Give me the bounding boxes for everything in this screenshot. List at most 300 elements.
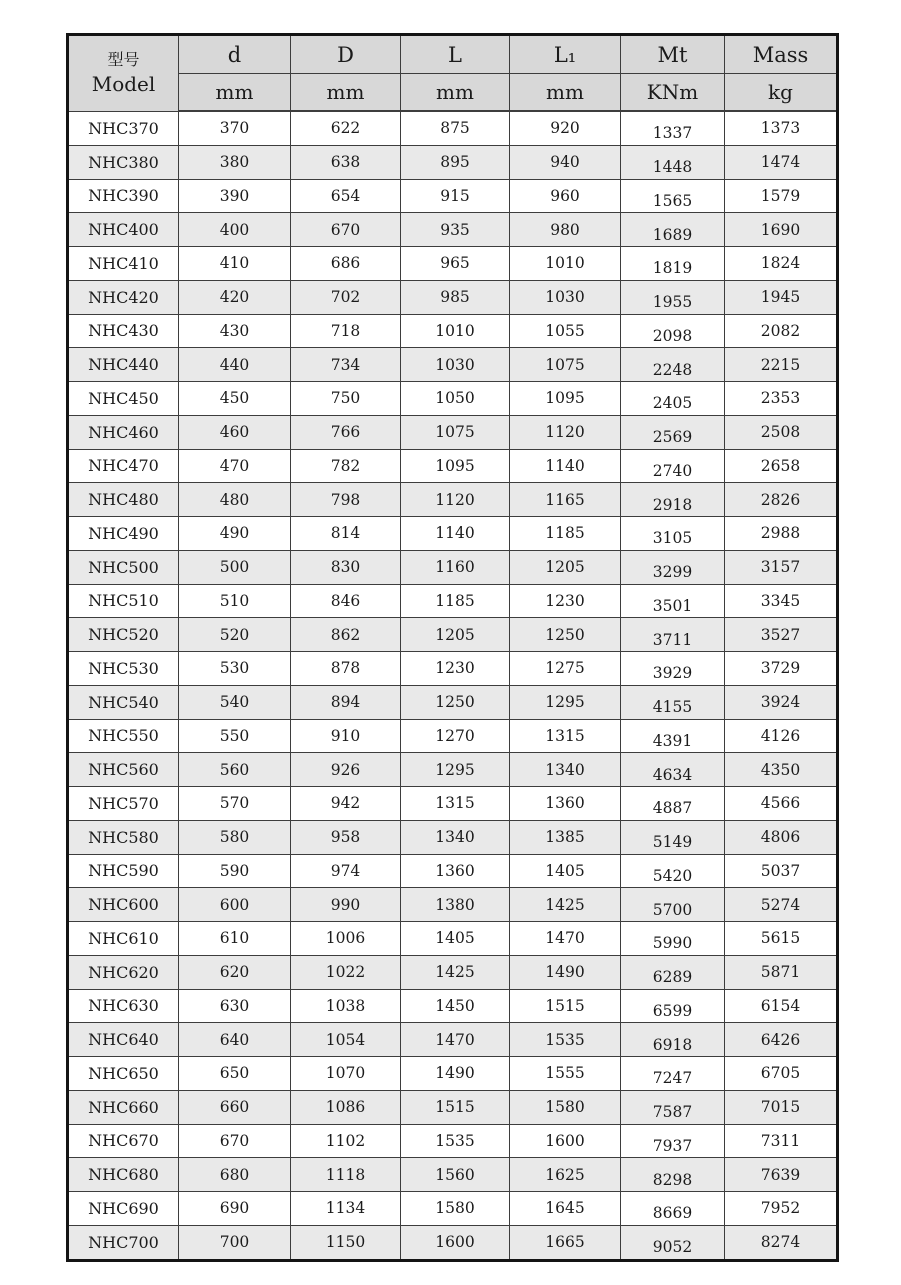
- cell-text: 1490: [545, 963, 585, 982]
- value-cell: [291, 213, 401, 247]
- value-cell: [621, 685, 725, 719]
- value-cell: [291, 888, 401, 922]
- table-row: [68, 955, 838, 989]
- cell-text: NHC380: [88, 152, 159, 172]
- cell-text: 5420: [652, 866, 693, 885]
- value-cell: [401, 1124, 510, 1158]
- value-cell: [621, 111, 725, 145]
- cell-text: 1945: [760, 288, 801, 307]
- value-cell: [725, 1225, 838, 1260]
- cell-text: 390: [219, 186, 250, 205]
- cell-text: 5037: [760, 861, 801, 880]
- value-cell: [291, 584, 401, 618]
- value-cell: [621, 652, 725, 686]
- value-cell: [621, 922, 725, 956]
- value-cell: [621, 348, 725, 382]
- cell-text: 1560: [435, 1165, 475, 1184]
- value-cell: [291, 989, 401, 1023]
- cell-text: NHC570: [88, 793, 159, 813]
- value-cell: [401, 787, 510, 821]
- cell-text: 2740: [652, 461, 693, 480]
- value-cell: [291, 652, 401, 686]
- value-cell: [725, 111, 838, 145]
- cell-text: 1038: [325, 996, 366, 1015]
- cell-text: 5871: [760, 963, 801, 982]
- cell-text: 830: [330, 558, 361, 577]
- cell-text: 985: [440, 288, 470, 307]
- cell-text: 4887: [652, 799, 693, 818]
- value-cell: [725, 179, 838, 213]
- cell-text: 935: [440, 220, 470, 239]
- value-cell: [291, 382, 401, 416]
- cell-text: 3345: [760, 591, 801, 610]
- value-cell: [291, 685, 401, 719]
- value-cell: [179, 1158, 291, 1192]
- cell-text: 1134: [325, 1199, 366, 1218]
- value-cell: [291, 145, 401, 179]
- col-header-Mass: Mass: [725, 35, 838, 74]
- cell-text: NHC460: [88, 422, 159, 442]
- cell-text: 1450: [435, 996, 475, 1015]
- value-cell: [401, 584, 510, 618]
- table-row: [68, 280, 838, 314]
- value-cell: [401, 213, 510, 247]
- value-cell: [510, 550, 621, 584]
- value-cell: [510, 179, 621, 213]
- cell-text: 380: [219, 153, 250, 172]
- cell-text: 650: [219, 1064, 250, 1083]
- value-cell: [179, 1057, 291, 1091]
- value-cell: [179, 1192, 291, 1226]
- value-cell: [401, 1023, 510, 1057]
- value-cell: [291, 1192, 401, 1226]
- value-cell: [725, 449, 838, 483]
- cell-text: 620: [219, 963, 250, 982]
- value-cell: [291, 247, 401, 281]
- value-cell: [179, 145, 291, 179]
- table-row: [68, 753, 838, 787]
- cell-text: 5615: [760, 929, 801, 948]
- model-header-label-en: Model: [91, 71, 156, 96]
- value-cell: [510, 1124, 621, 1158]
- value-cell: [401, 179, 510, 213]
- model-cell: [68, 618, 179, 652]
- table-row: [68, 719, 838, 753]
- cell-text: NHC510: [88, 591, 159, 611]
- value-cell: [510, 1192, 621, 1226]
- table-row: [68, 415, 838, 449]
- cell-text: 370: [219, 119, 250, 138]
- value-cell: [179, 989, 291, 1023]
- value-cell: [291, 348, 401, 382]
- value-cell: [179, 449, 291, 483]
- cell-text: 750: [330, 389, 361, 408]
- model-cell: [68, 247, 179, 281]
- cell-text: 1030: [545, 288, 585, 307]
- cell-text: 3924: [760, 693, 801, 712]
- table-row: [68, 820, 838, 854]
- cell-text: 4126: [760, 726, 801, 745]
- value-cell: [401, 955, 510, 989]
- cell-text: 1580: [545, 1098, 585, 1117]
- value-cell: [621, 1090, 725, 1124]
- cell-text: 1120: [545, 423, 585, 442]
- value-cell: [291, 922, 401, 956]
- table-row: [68, 314, 838, 348]
- cell-text: NHC580: [88, 827, 159, 847]
- cell-text: 7952: [760, 1199, 801, 1218]
- value-cell: [725, 382, 838, 416]
- cell-text: NHC560: [88, 760, 159, 780]
- cell-text: 1275: [545, 659, 585, 678]
- cell-text: NHC450: [88, 388, 159, 408]
- cell-text: 846: [330, 591, 361, 610]
- cell-text: 5990: [652, 934, 693, 953]
- cell-text: 1579: [760, 186, 801, 205]
- cell-text: 3501: [652, 596, 693, 615]
- value-cell: [725, 1057, 838, 1091]
- cell-text: 1140: [545, 456, 585, 475]
- cell-text: 942: [330, 794, 361, 813]
- cell-text: NHC430: [88, 321, 159, 341]
- cell-text: 3929: [652, 664, 693, 683]
- value-cell: [510, 922, 621, 956]
- cell-text: 1645: [545, 1199, 585, 1218]
- value-cell: [510, 854, 621, 888]
- cell-text: 8274: [760, 1233, 801, 1252]
- value-cell: [621, 382, 725, 416]
- cell-text: 1315: [435, 794, 475, 813]
- cell-text: 670: [330, 220, 361, 239]
- cell-text: 638: [330, 153, 361, 172]
- cell-text: 7639: [760, 1165, 801, 1184]
- value-cell: [510, 145, 621, 179]
- cell-text: 2098: [652, 326, 693, 345]
- value-cell: [401, 449, 510, 483]
- value-cell: [725, 719, 838, 753]
- model-cell: [68, 213, 179, 247]
- cell-text: 926: [330, 760, 361, 779]
- value-cell: [401, 922, 510, 956]
- cell-text: NHC690: [88, 1198, 159, 1218]
- cell-text: 2405: [652, 394, 693, 413]
- col-header-D: D: [291, 35, 401, 74]
- value-cell: [725, 1158, 838, 1192]
- value-cell: [510, 213, 621, 247]
- value-cell: [621, 1192, 725, 1226]
- table-row: [68, 1023, 838, 1057]
- cell-text: NHC540: [88, 692, 159, 712]
- table-row: [68, 348, 838, 382]
- value-cell: [510, 1057, 621, 1091]
- cell-text: 1535: [545, 1030, 585, 1049]
- cell-text: 1230: [545, 591, 585, 610]
- cell-text: NHC550: [88, 726, 159, 746]
- value-cell: [401, 753, 510, 787]
- model-cell: [68, 955, 179, 989]
- table-row: [68, 787, 838, 821]
- cell-text: 7937: [652, 1136, 693, 1155]
- value-cell: [401, 382, 510, 416]
- cell-text: 1102: [325, 1131, 366, 1150]
- cell-text: 1022: [325, 963, 366, 982]
- value-cell: [179, 550, 291, 584]
- value-cell: [725, 314, 838, 348]
- value-cell: [725, 213, 838, 247]
- cell-text: 1250: [435, 693, 475, 712]
- cell-text: 550: [219, 726, 250, 745]
- cell-text: 1165: [545, 490, 585, 509]
- model-cell: [68, 1124, 179, 1158]
- cell-text: 1470: [545, 929, 585, 948]
- value-cell: [725, 247, 838, 281]
- value-cell: [291, 753, 401, 787]
- cell-text: 1360: [545, 794, 585, 813]
- col-header-L: L: [401, 35, 510, 74]
- value-cell: [510, 1225, 621, 1260]
- value-cell: [725, 550, 838, 584]
- cell-text: 814: [330, 524, 361, 543]
- value-cell: [401, 1225, 510, 1260]
- value-cell: [621, 314, 725, 348]
- value-cell: [179, 1225, 291, 1260]
- value-cell: [291, 787, 401, 821]
- cell-text: 1054: [325, 1030, 366, 1049]
- unit-header-d: mm: [179, 74, 291, 112]
- value-cell: [621, 1124, 725, 1158]
- value-cell: [401, 1090, 510, 1124]
- cell-text: NHC500: [88, 557, 159, 577]
- cell-text: 480: [219, 490, 250, 509]
- cell-text: 1150: [325, 1233, 366, 1252]
- table-row: [68, 1158, 838, 1192]
- model-cell: [68, 584, 179, 618]
- value-cell: [725, 618, 838, 652]
- cell-text: NHC650: [88, 1063, 159, 1083]
- cell-text: 1535: [435, 1131, 475, 1150]
- value-cell: [401, 1057, 510, 1091]
- cell-text: NHC630: [88, 996, 159, 1016]
- cell-text: 3299: [652, 563, 693, 582]
- value-cell: [510, 1023, 621, 1057]
- col-header-L1: L₁: [510, 35, 621, 74]
- cell-text: 2988: [760, 524, 801, 543]
- model-cell: [68, 888, 179, 922]
- cell-text: 622: [330, 119, 361, 138]
- value-cell: [725, 145, 838, 179]
- value-cell: [291, 854, 401, 888]
- cell-text: 2248: [652, 360, 693, 379]
- cell-text: 1070: [325, 1064, 366, 1083]
- value-cell: [291, 314, 401, 348]
- cell-text: NHC600: [88, 895, 159, 915]
- value-cell: [401, 820, 510, 854]
- cell-text: 1055: [545, 321, 585, 340]
- value-cell: [401, 517, 510, 551]
- cell-text: 1819: [652, 259, 693, 278]
- cell-text: 2082: [760, 321, 801, 340]
- value-cell: [179, 179, 291, 213]
- cell-text: 6705: [760, 1064, 801, 1083]
- value-cell: [621, 449, 725, 483]
- cell-text: 460: [219, 423, 250, 442]
- value-cell: [179, 618, 291, 652]
- value-cell: [725, 685, 838, 719]
- table-body: [68, 111, 838, 1260]
- value-cell: [621, 550, 725, 584]
- value-cell: [401, 314, 510, 348]
- cell-text: 798: [330, 490, 361, 509]
- value-cell: [291, 955, 401, 989]
- value-cell: [510, 685, 621, 719]
- value-cell: [291, 1124, 401, 1158]
- value-cell: [291, 820, 401, 854]
- cell-text: 1010: [545, 254, 585, 273]
- cell-text: 734: [330, 355, 361, 374]
- model-column-header: [68, 35, 179, 112]
- table-row: [68, 179, 838, 213]
- value-cell: [291, 1057, 401, 1091]
- value-cell: [401, 989, 510, 1023]
- cell-text: 1689: [652, 225, 693, 244]
- cell-text: NHC400: [88, 220, 159, 240]
- cell-text: 980: [550, 220, 580, 239]
- cell-text: NHC670: [88, 1131, 159, 1151]
- cell-text: 500: [219, 558, 250, 577]
- value-cell: [725, 888, 838, 922]
- unit-header-L1: mm: [510, 74, 621, 112]
- cell-text: 766: [330, 423, 361, 442]
- value-cell: [725, 348, 838, 382]
- value-cell: [725, 787, 838, 821]
- cell-text: 702: [330, 288, 361, 307]
- table-row: [68, 1225, 838, 1260]
- model-header-label-zh: 型号: [107, 49, 140, 69]
- cell-text: 7247: [652, 1069, 693, 1088]
- cell-text: 520: [219, 625, 250, 644]
- table-row: [68, 1124, 838, 1158]
- table-row: [68, 989, 838, 1023]
- cell-text: 9052: [652, 1238, 693, 1257]
- cell-text: 1250: [545, 625, 585, 644]
- model-cell: [68, 179, 179, 213]
- cell-text: 610: [219, 929, 250, 948]
- cell-text: 915: [440, 186, 470, 205]
- model-cell: [68, 483, 179, 517]
- unit-header-L: mm: [401, 74, 510, 112]
- cell-text: 1205: [435, 625, 475, 644]
- model-cell: [68, 820, 179, 854]
- value-cell: [725, 483, 838, 517]
- cell-text: 4155: [652, 698, 693, 717]
- value-cell: [291, 1090, 401, 1124]
- value-cell: [510, 483, 621, 517]
- model-cell: [68, 1225, 179, 1260]
- value-cell: [510, 415, 621, 449]
- cell-text: 1470: [435, 1030, 475, 1049]
- cell-text: 1955: [652, 293, 693, 312]
- value-cell: [725, 584, 838, 618]
- cell-text: NHC590: [88, 861, 159, 881]
- table-row: [68, 652, 838, 686]
- cell-text: 782: [330, 456, 361, 475]
- col-header-Mt: Mt: [621, 35, 725, 74]
- value-cell: [725, 1192, 838, 1226]
- cell-text: NHC640: [88, 1030, 159, 1050]
- cell-text: 1160: [435, 558, 475, 577]
- spec-table: [66, 33, 839, 1262]
- table-row: [68, 449, 838, 483]
- cell-text: 1315: [545, 726, 585, 745]
- value-cell: [291, 1158, 401, 1192]
- model-cell: [68, 652, 179, 686]
- value-cell: [401, 685, 510, 719]
- model-cell: [68, 719, 179, 753]
- cell-text: 920: [550, 119, 580, 138]
- cell-text: 2658: [760, 456, 801, 475]
- cell-text: 1095: [545, 389, 585, 408]
- cell-text: 450: [219, 389, 250, 408]
- col-header-d: d: [179, 35, 291, 74]
- cell-text: 2353: [760, 389, 801, 408]
- value-cell: [291, 1225, 401, 1260]
- value-cell: [510, 280, 621, 314]
- cell-text: NHC520: [88, 625, 159, 645]
- value-cell: [621, 989, 725, 1023]
- cell-text: 1140: [435, 524, 475, 543]
- cell-text: 580: [219, 828, 250, 847]
- table-row: [68, 145, 838, 179]
- value-cell: [291, 719, 401, 753]
- cell-text: 7587: [652, 1103, 693, 1122]
- value-cell: [621, 787, 725, 821]
- table-row: [68, 1090, 838, 1124]
- value-cell: [401, 652, 510, 686]
- cell-text: 1490: [435, 1064, 475, 1083]
- cell-text: 6289: [652, 968, 693, 987]
- table-row: [68, 483, 838, 517]
- cell-text: 4391: [652, 731, 693, 750]
- value-cell: [179, 955, 291, 989]
- model-cell: [68, 922, 179, 956]
- cell-text: 400: [219, 220, 250, 239]
- value-cell: [621, 145, 725, 179]
- cell-text: NHC680: [88, 1165, 159, 1185]
- cell-text: 2918: [652, 495, 693, 514]
- cell-text: 4350: [760, 760, 801, 779]
- cell-text: 1120: [435, 490, 475, 509]
- value-cell: [401, 550, 510, 584]
- cell-text: 540: [219, 693, 250, 712]
- model-cell: [68, 1057, 179, 1091]
- table-row: [68, 618, 838, 652]
- value-cell: [401, 280, 510, 314]
- cell-text: 1515: [435, 1098, 475, 1117]
- model-cell: [68, 1158, 179, 1192]
- value-cell: [179, 787, 291, 821]
- cell-text: 6154: [760, 996, 801, 1015]
- cell-text: 1474: [760, 153, 801, 172]
- value-cell: [510, 111, 621, 145]
- value-cell: [510, 618, 621, 652]
- cell-text: 974: [330, 861, 361, 880]
- model-cell: [68, 1090, 179, 1124]
- cell-text: 895: [440, 153, 470, 172]
- value-cell: [179, 1124, 291, 1158]
- value-cell: [291, 280, 401, 314]
- cell-text: 440: [219, 355, 250, 374]
- cell-text: 1075: [435, 423, 475, 442]
